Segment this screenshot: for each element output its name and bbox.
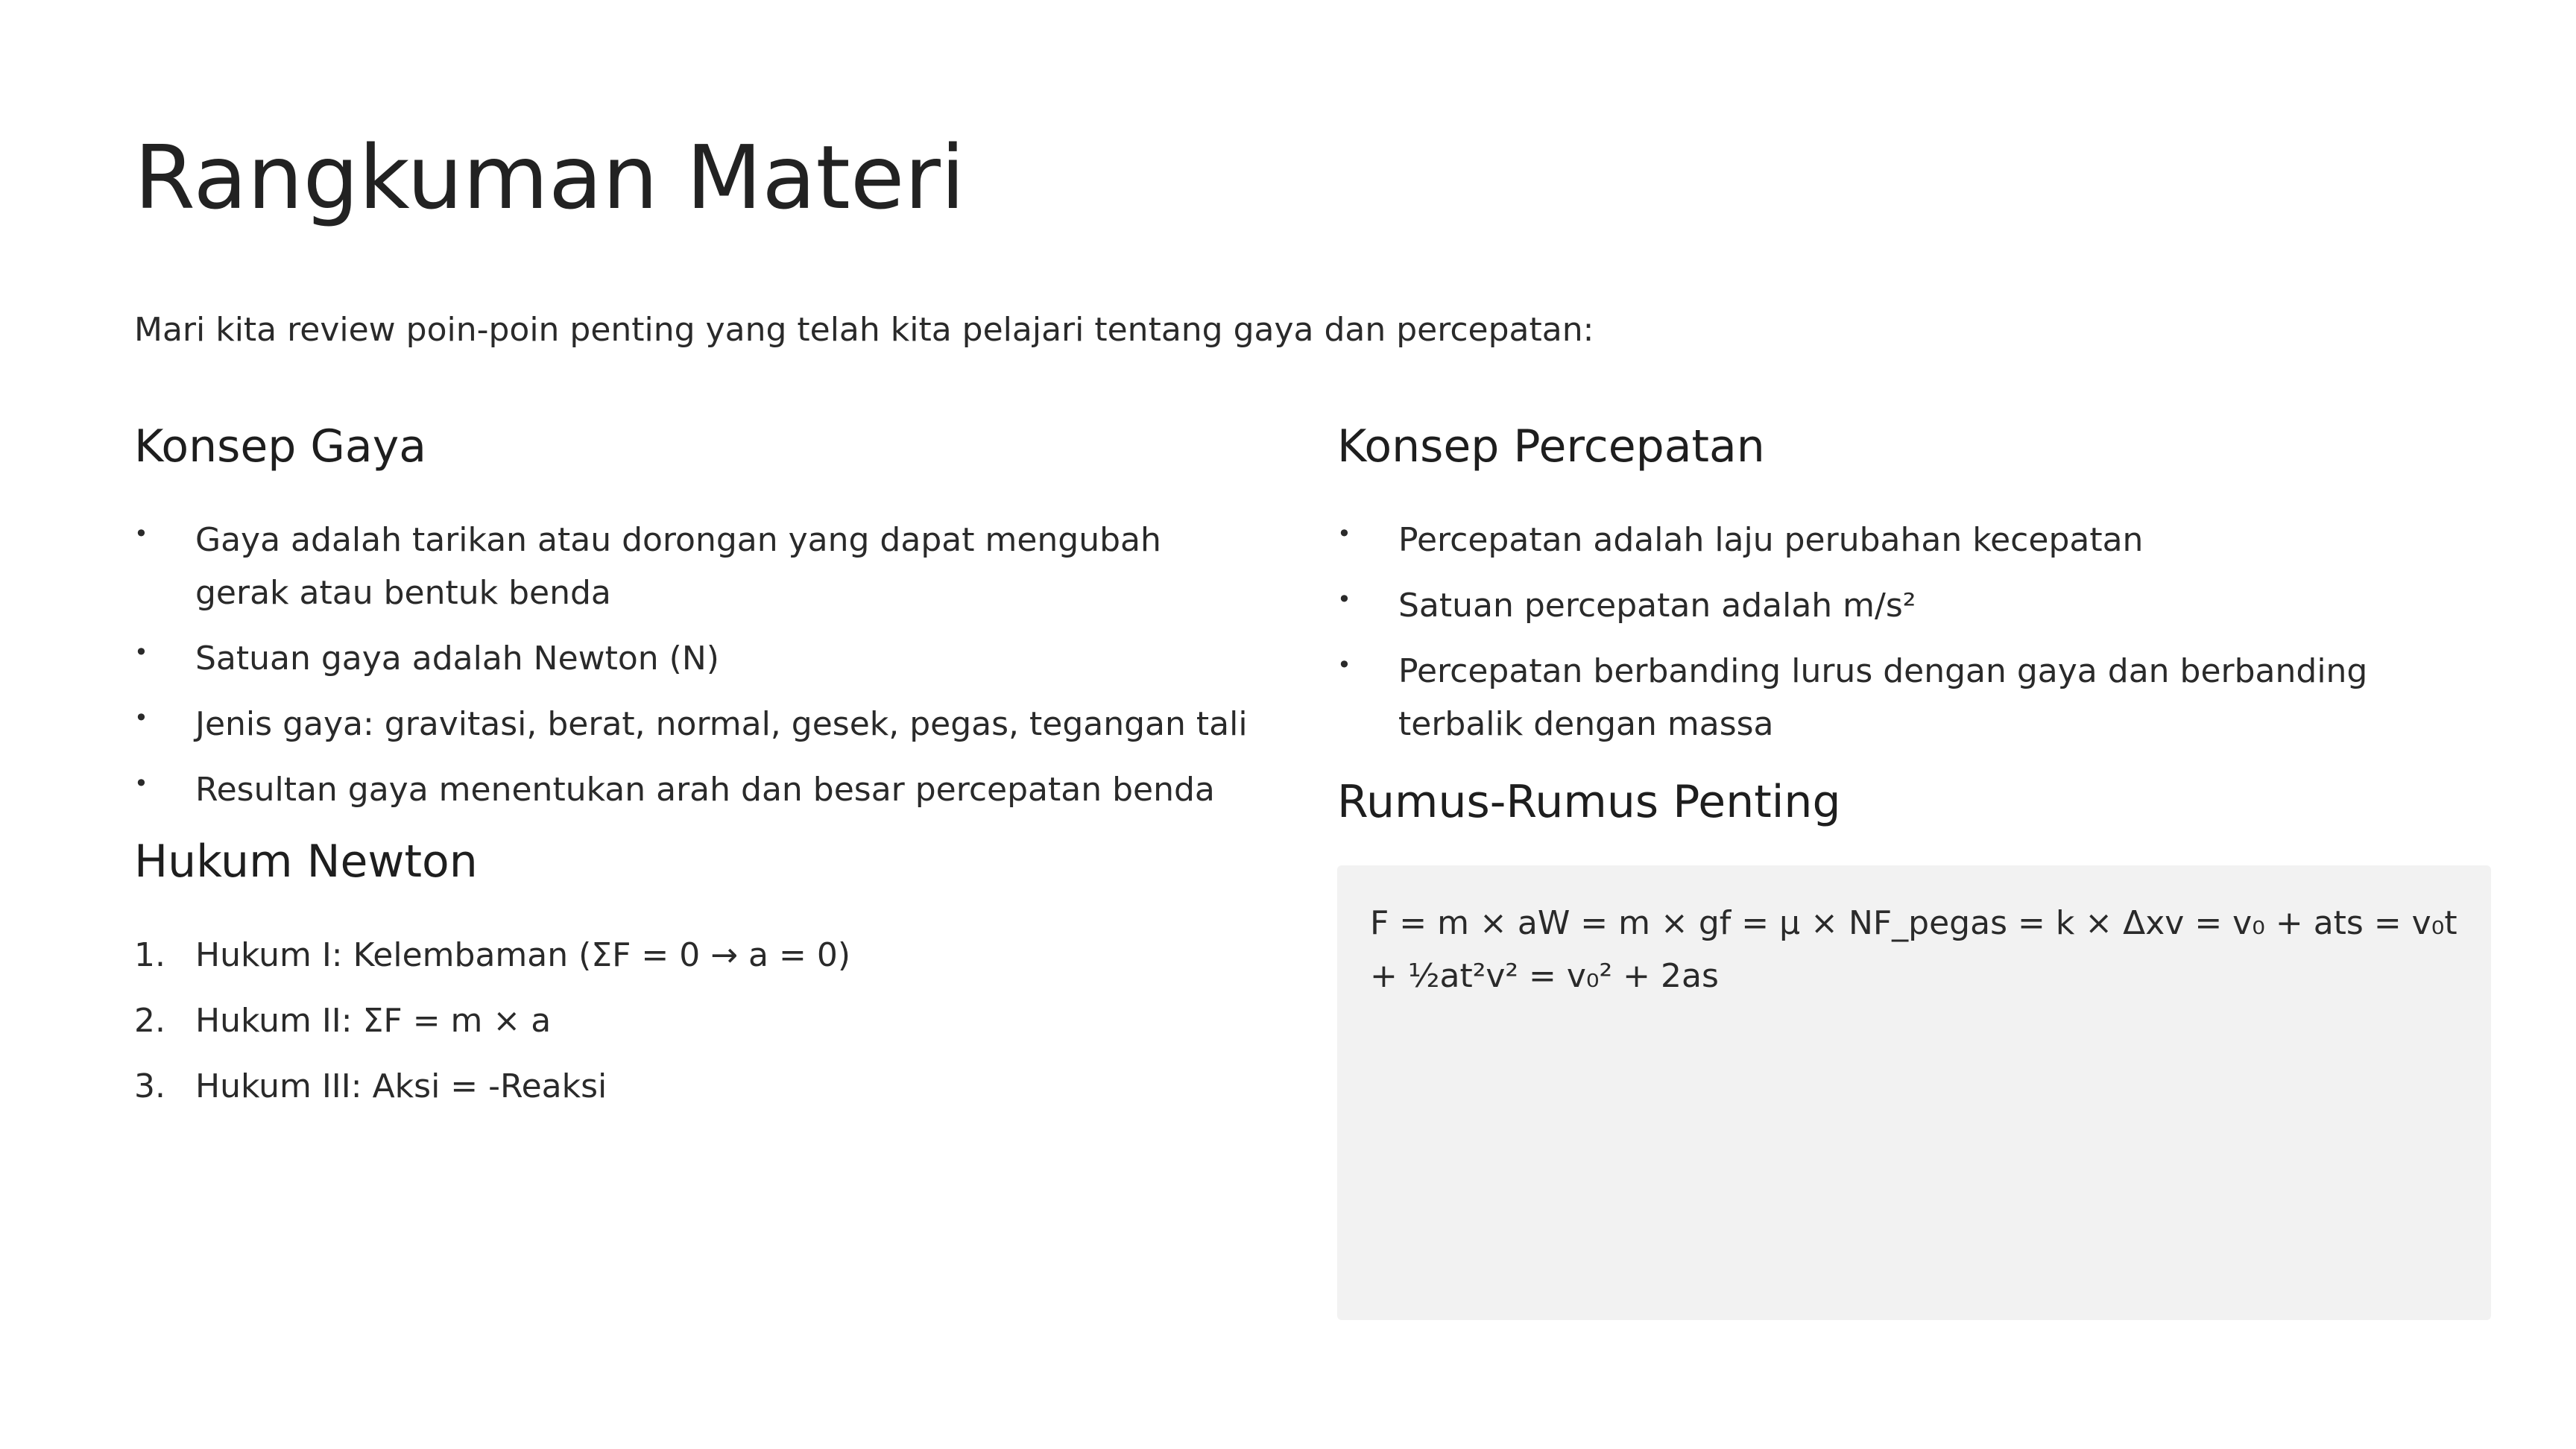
formula-text: F = m × aW = m × gf = μ × NF_pegas = k × Δxv = v₀ + ats = v₀t + ½at²v² = v₀² + 2as (1370, 904, 2457, 995)
right-column (1337, 417, 2455, 1320)
konsep-percepatan-list (1337, 514, 2455, 751)
hukum-newton-list (134, 929, 1252, 1113)
list-item (1337, 645, 2455, 751)
list-item (1337, 514, 2455, 566)
list-item-text: Hukum II: ΣF = m × a (195, 1002, 552, 1040)
list-item (134, 514, 1252, 619)
list-item-text: Percepatan berbanding lurus dengan gaya dan berbanding terbalik dengan massa (1398, 652, 2368, 743)
list-number: 1. (134, 936, 165, 974)
left-column (134, 417, 1252, 1126)
list-item (134, 698, 1252, 751)
konsep-gaya-list (134, 514, 1252, 816)
bullet-icon: • (134, 704, 148, 732)
konsep-gaya-heading: Konsep Gaya (134, 420, 426, 473)
hukum-newton-heading: Hukum Newton (134, 836, 478, 888)
bullet-icon: • (134, 520, 148, 548)
list-item-text: Jenis gaya: gravitasi, berat, normal, gesek, pegas, tegangan tali (195, 705, 1248, 743)
list-item-text: Satuan gaya adalah Newton (N) (195, 640, 719, 678)
list-item (134, 994, 1252, 1047)
list-item-text: Hukum I: Kelembaman (ΣF = 0 → a = 0) (195, 936, 851, 974)
bullet-icon: • (134, 769, 148, 798)
list-item (134, 763, 1252, 816)
konsep-percepatan-heading: Konsep Percepatan (1337, 420, 1765, 473)
list-item-text: Satuan percepatan adalah m/s² (1398, 587, 1916, 625)
list-item-text: Resultan gaya menentukan arah dan besar percepatan benda (195, 771, 1215, 809)
list-item (134, 1060, 1252, 1113)
list-item-text: Gaya adalah tarikan atau dorongan yang dapat mengubah gerak atau bentuk benda (195, 521, 1161, 612)
list-number: 3. (134, 1067, 165, 1105)
formula-box (1337, 865, 2491, 1320)
slide-title: Rangkuman Materi (134, 126, 965, 229)
list-item-text: Hukum III: Aksi = -Reaksi (195, 1067, 607, 1105)
list-item-text: Percepatan adalah laju perubahan kecepatan (1398, 521, 2144, 559)
rumus-heading: Rumus-Rumus Penting (1337, 776, 1841, 828)
list-item (134, 929, 1252, 982)
bullet-icon: • (134, 638, 148, 666)
bullet-icon: • (1337, 585, 1351, 613)
list-item (1337, 579, 2455, 632)
intro-text: Mari kita review poin-poin penting yang telah kita pelajari tentang gaya dan percepatan: (134, 311, 1594, 349)
bullet-icon: • (1337, 651, 1351, 679)
list-number: 2. (134, 1002, 165, 1040)
bullet-icon: • (1337, 520, 1351, 548)
list-item (134, 632, 1252, 685)
